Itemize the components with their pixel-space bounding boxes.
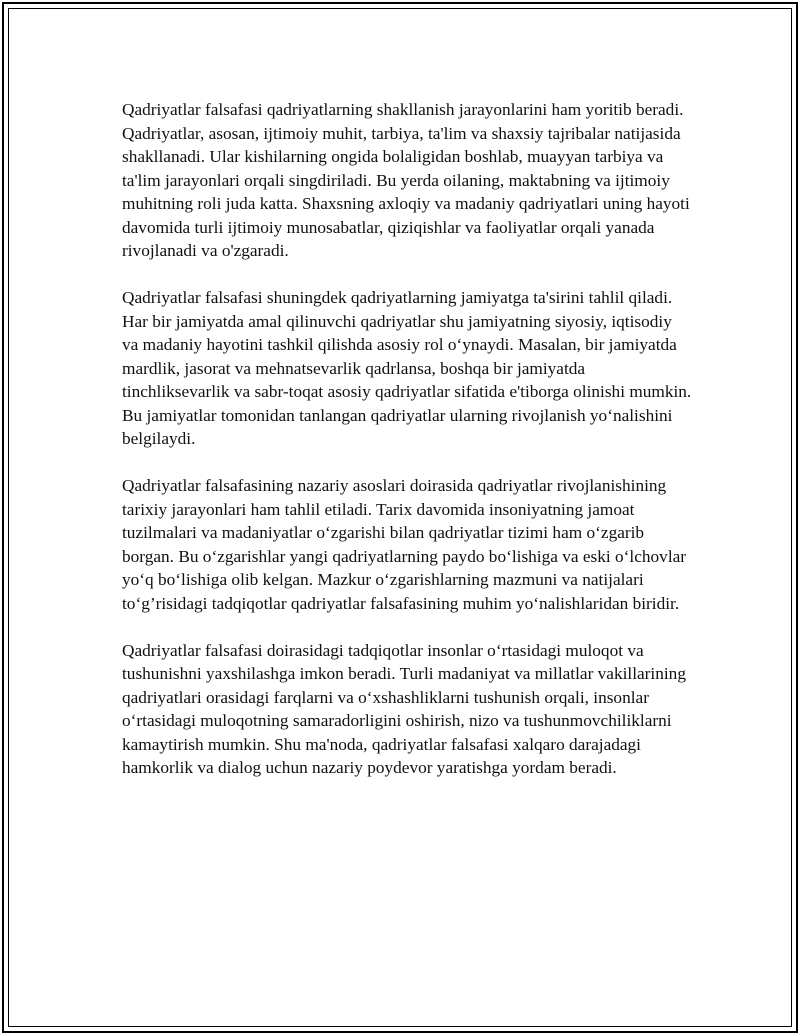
paragraph-2: Qadriyatlar falsafasi shuningdek qadriyatlarning jamiyatga ta'sirini tahlil qiladi. Har bir jamiyatda amal qilinuvchi qadriyatlar shu jamiyatning siyosiy, iqtisodiy va madaniy hayotini tashkil qilishda asosiy rol o‘ynaydi. Masalan, bir jamiyatda mardlik, jasorat va mehnatsevarlik qadrlansa, boshqa bir jamiyatda tinchliksevarlik va sabr-toqat asosiy qadriyatlar sifatida e'tiborga olinishi mumkin. Bu jamiyatlar tomonidan tanlangan qadriyatlar ularning rivojlanish yo‘nalishini belgilaydi. [122, 288, 692, 448]
paragraph-4: Qadriyatlar falsafasi doirasidagi tadqiqotlar insonlar o‘rtasidagi muloqot va tushunishni yaxshilashga imkon beradi. Turli madaniyat va millatlar vakillarining qadriyatlari orasidagi farqlarni va o‘xshashliklarni tushunish orqali, insonlar o‘rtasidagi muloqotning samaradorligini oshirish, nizo va tushunmovchiliklarni kamaytirish mumkin. Shu ma'noda, qadriyatlar falsafasi xalqaro darajadagi hamkorlik va dialog uchun nazariy poydevor yaratishga yordam beradi. [122, 640, 686, 777]
page-border [2, 2, 798, 1033]
document-body [122, 98, 692, 803]
paragraph-3: Qadriyatlar falsafasining nazariy asoslari doirasida qadriyatlar rivojlanishining tarixiy jarayonlari ham tahlil etiladi. Tarix davomida insoniyatning jamoat tuzilmalari va madaniyatlar o‘zgarishi bilan qadriyatlar tizimi ham o‘zgarib borgan. Bu o‘zgarishlar yangi qadriyatlarning paydo bo‘lishiga va eski o‘lchovlar yo‘q bo‘lishiga olib kelgan. Mazkur o‘zgarishlarning mazmuni va natijalari to‘g’risidagi tadqiqotlar qadriyatlar falsafasining muhim yo‘nalishlaridan biridir. [122, 476, 687, 613]
paragraph-1: Qadriyatlar falsafasi qadriyatlarning shakllanish jarayonlarini ham yoritib beradi. Qadriyatlar, asosan, ijtimoiy muhit, tarbiya, ta'lim va shaxsiy tajribalar natijasida shakllanadi. Ular kishilarning ongida bolaligidan boshlab, muayyan tarbiya va ta'lim jarayonlari orqali singdiriladi. Bu yerda oilaning, maktabning va ijtimoiy muhitning roli juda katta. Shaxsning axloqiy va madaniy qadriyatlari uning hayoti davomida turli ijtimoiy munosabatlar, qiziqishlar va faoliyatlar orqali yanada rivojlanadi va o'zgaradi. [122, 100, 690, 260]
